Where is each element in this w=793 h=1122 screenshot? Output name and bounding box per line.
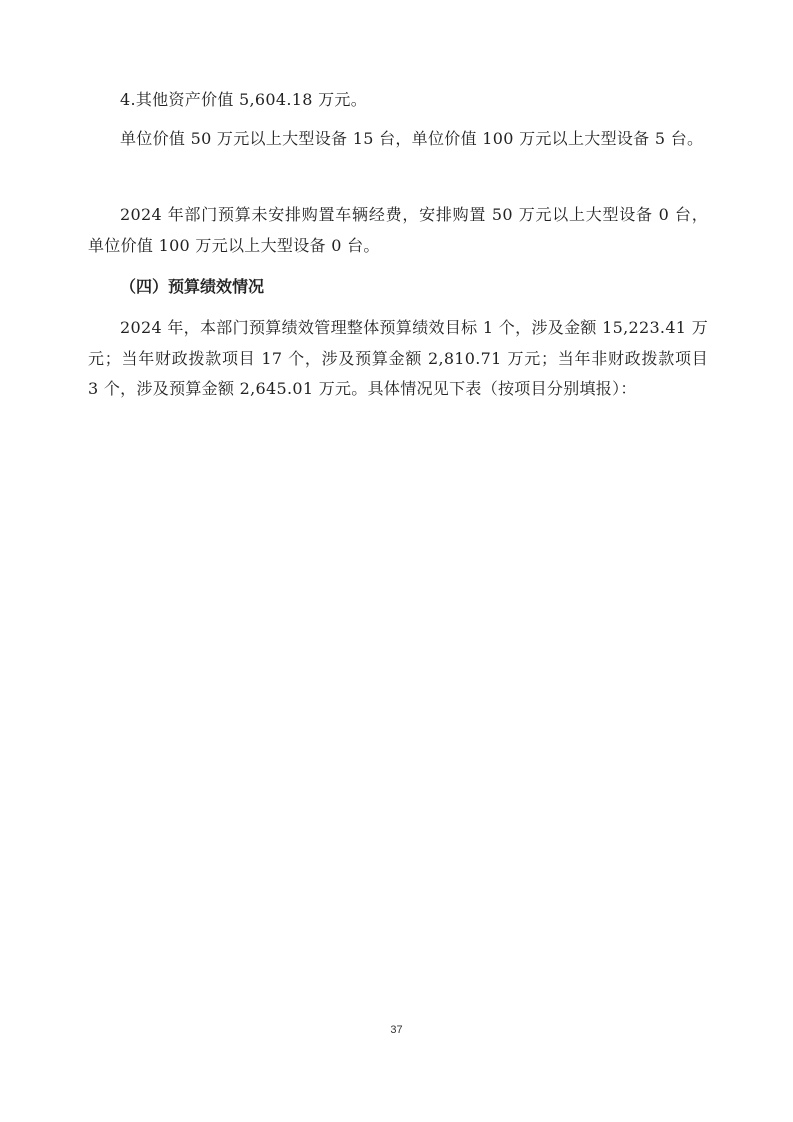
page-number: 37 bbox=[390, 1024, 403, 1036]
paragraph-large-equipment: 单位价值 50 万元以上大型设备 15 台，单位价值 100 万元以上大型设备 5 台。 bbox=[120, 129, 704, 148]
paragraph-purchase-plan: 2024 年部门预算未安排购置车辆经费，安排购置 50 万元以上大型设备 0 台，单位价值 100 万元以上大型设备 0 台。 bbox=[88, 205, 708, 255]
paragraph-other-assets: 4.其他资产价值 5,604.18 万元。 bbox=[120, 90, 367, 109]
paragraph-performance: 2024 年，本部门预算绩效管理整体预算绩效目标 1 个，涉及金额 15,223.41 万元；当年财政拨款项目 17 个，涉及预算金额 2,810.71 万元；当年非财政拨款项目 3 个，涉及预算金额 2,645.01 万元。具体情况见下表（按项目分别填报）： bbox=[88, 318, 708, 398]
section-heading: （四）预算绩效情况 bbox=[120, 277, 265, 296]
